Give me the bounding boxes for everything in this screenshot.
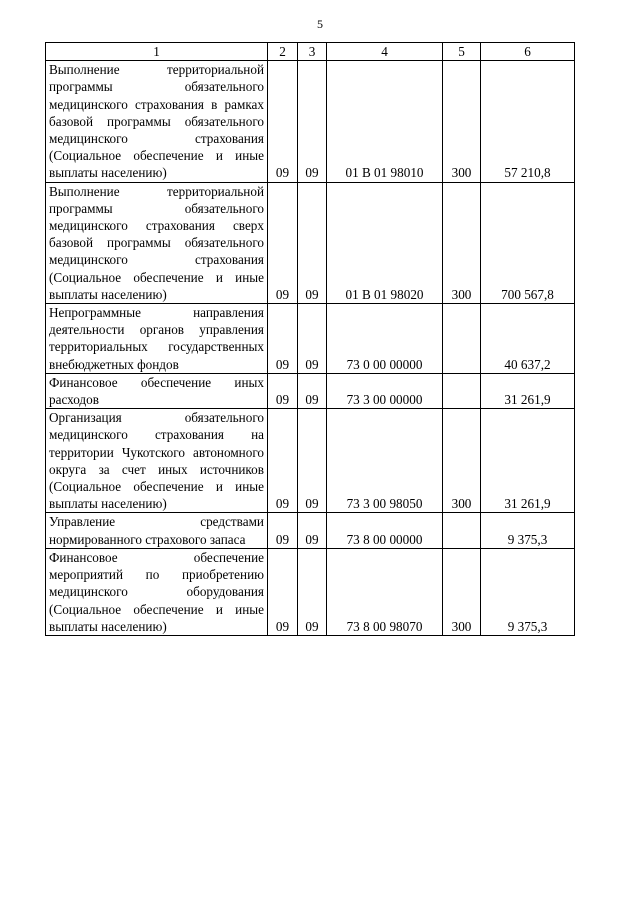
row-amount-cell: 57 210,8 <box>481 61 575 182</box>
column-header: 5 <box>443 43 481 61</box>
row-cell: 09 <box>298 182 327 303</box>
row-cell: 09 <box>268 373 298 408</box>
row-cell: 09 <box>298 548 327 635</box>
row-cell: 73 3 00 00000 <box>327 373 443 408</box>
column-header: 1 <box>46 43 268 61</box>
row-cell: 09 <box>298 409 327 513</box>
row-cell: 73 3 00 98050 <box>327 409 443 513</box>
table-row <box>46 304 575 374</box>
row-cell: 300 <box>443 548 481 635</box>
row-amount-cell: 31 261,9 <box>481 409 575 513</box>
row-name-cell: Выполнение территориальной программы обязательного медицинского страхования в рамках базовой программы обязательного медицинского страхования (Социальное обеспечение и иные выплаты населению) <box>46 61 268 182</box>
column-header: 4 <box>327 43 443 61</box>
table-row <box>46 409 575 513</box>
row-cell: 09 <box>298 373 327 408</box>
table-row <box>46 182 575 303</box>
row-cell: 73 8 00 98070 <box>327 548 443 635</box>
row-amount-cell: 700 567,8 <box>481 182 575 303</box>
row-cell: 300 <box>443 409 481 513</box>
row-cell <box>443 304 481 374</box>
row-cell: 01 В 01 98020 <box>327 182 443 303</box>
row-cell: 09 <box>268 304 298 374</box>
row-amount-cell: 9 375,3 <box>481 548 575 635</box>
table-row <box>46 548 575 635</box>
row-cell: 73 0 00 00000 <box>327 304 443 374</box>
row-cell: 09 <box>268 61 298 182</box>
row-name-cell: Непрограммные направления деятельности органов управления территориальных государственных внебюджетных фондов <box>46 304 268 374</box>
row-name-cell: Управление средствами нормированного страхового запаса <box>46 513 268 548</box>
table-row <box>46 373 575 408</box>
column-header: 3 <box>298 43 327 61</box>
row-amount-cell: 40 637,2 <box>481 304 575 374</box>
row-amount-cell: 31 261,9 <box>481 373 575 408</box>
row-cell: 01 В 01 98010 <box>327 61 443 182</box>
row-cell: 73 8 00 00000 <box>327 513 443 548</box>
row-name-cell: Организация обязательного медицинского страхования на территории Чукотского автономного округа за счет иных источников (Социальное обеспечение и иные выплаты населению) <box>46 409 268 513</box>
row-cell <box>443 373 481 408</box>
row-cell: 09 <box>298 304 327 374</box>
table-header-row <box>46 43 575 61</box>
row-cell <box>443 513 481 548</box>
row-cell: 09 <box>268 182 298 303</box>
row-cell: 300 <box>443 182 481 303</box>
table-row <box>46 513 575 548</box>
table-row <box>46 61 575 182</box>
row-cell: 09 <box>268 548 298 635</box>
column-header: 6 <box>481 43 575 61</box>
row-cell: 09 <box>268 409 298 513</box>
row-amount-cell: 9 375,3 <box>481 513 575 548</box>
row-cell: 09 <box>268 513 298 548</box>
budget-table <box>45 42 575 636</box>
row-name-cell: Финансовое обеспечение мероприятий по приобретению медицинского оборудования (Социальное обеспечение и иные выплаты населению) <box>46 548 268 635</box>
page-number: 5 <box>317 17 323 31</box>
row-cell: 09 <box>298 61 327 182</box>
column-header: 2 <box>268 43 298 61</box>
row-name-cell: Финансовое обеспечение иных расходов <box>46 373 268 408</box>
row-name-cell: Выполнение территориальной программы обязательного медицинского страхования сверх базовой программы обязательного медицинского страхования (Социальное обеспечение и иные выплаты населению) <box>46 182 268 303</box>
row-cell: 09 <box>298 513 327 548</box>
row-cell: 300 <box>443 61 481 182</box>
